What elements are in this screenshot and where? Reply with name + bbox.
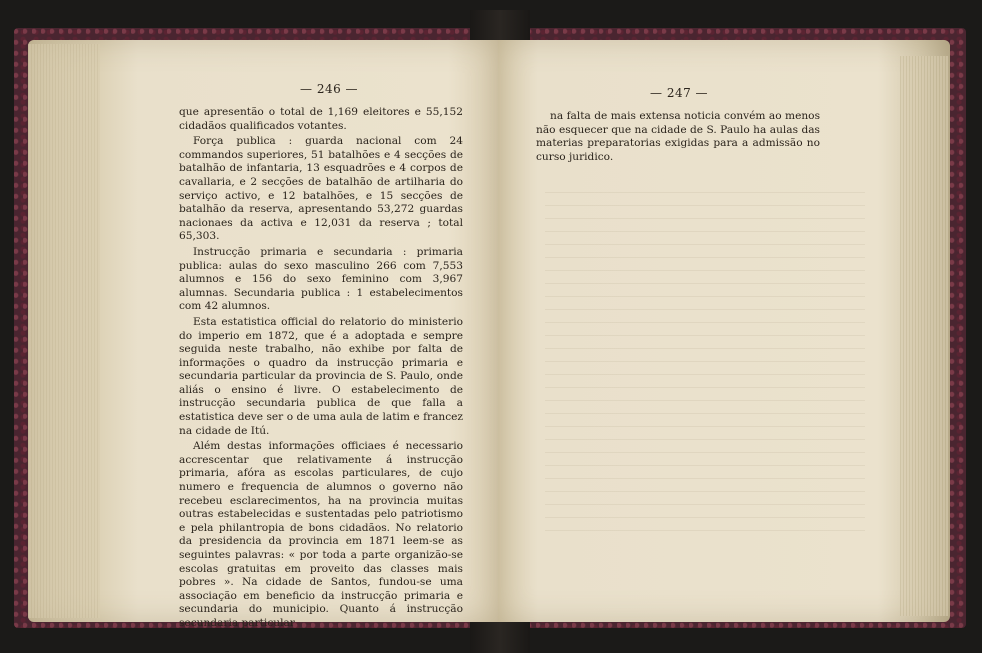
left-paragraph-2: Força publica : guarda nacional com 24 commandos superiores, 51 batalhões e 4 secções de batalhão de infantaria, 13 esquadrões e 4 corpos de cavallaria, e 2 secções de batalhão de artilharia do serviço activo, e 12 batalhões, e 15 secções de batalhão da reserva, apresentando 53,272 guardas nacionaes da activa e 12,031 da reserva ; total 65,303. [179, 135, 463, 243]
right-page-text [536, 110, 820, 166]
left-page-number: — 246 — [300, 82, 359, 96]
left-paragraph-4: Esta estatistica official do relatorio do ministerio do imperio em 1872, que é a adoptada e sempre seguida neste trabalho, não exhibe por falta de informações o quadro da instrucção primaria e secundaria particular da provincia de S. Paulo, onde aliás o ensino é livre. O estabelecimento de instrucção secundaria publica de que falla a estatistica deve ser o de uma aula de latim e francez na cidade de Itú. [179, 315, 463, 437]
left-paragraph-5: Além destas informações officiaes é necessario accrescentar que relativamente á instrucção primaria, afóra as escolas particulares, de cujo numero e frequencia de alumnos o governo não recebeu esclarecimentos, ha na provincia muitas outras estabelecidas e sustentadas pelo patriotismo e pela philantropia de bons cidadãos. No relatorio da presidencia da provincia em 1871 leem-se as seguintes palavras: « por toda a parte organizão-se escolas gratuitas em proveito das classes mais pobres ». Na cidade de Santos, fundou-se uma associação em beneficio da instrucção primaria e secundaria do municipio. Quanto á instrucção secundaria particular [179, 440, 463, 629]
right-paragraph-1: na falta de mais extensa noticia convém ao menos não esquecer que na cidade de S. Paulo ha aulas das materias preparatorias exigidas para a admissão no curso juridico. [536, 110, 820, 163]
left-page-text [179, 106, 463, 633]
right-page-edges [900, 56, 948, 616]
right-page-number: — 247 — [650, 86, 709, 100]
left-paragraph-1: que apresentão o total de 1,169 eleitores e 55,152 cidadãos qualificados votantes. [179, 106, 463, 132]
left-paragraph-3: Instrucção primaria e secundaria : primaria publica: aulas do sexo masculino 266 com 7,553 alumnos e 156 do sexo feminino com 3,967 alumnas. Secundaria publica : 1 estabelecimentos com 42 alumnos. [179, 245, 463, 313]
left-page-edges [28, 44, 100, 618]
bleed-through-text [545, 180, 865, 540]
